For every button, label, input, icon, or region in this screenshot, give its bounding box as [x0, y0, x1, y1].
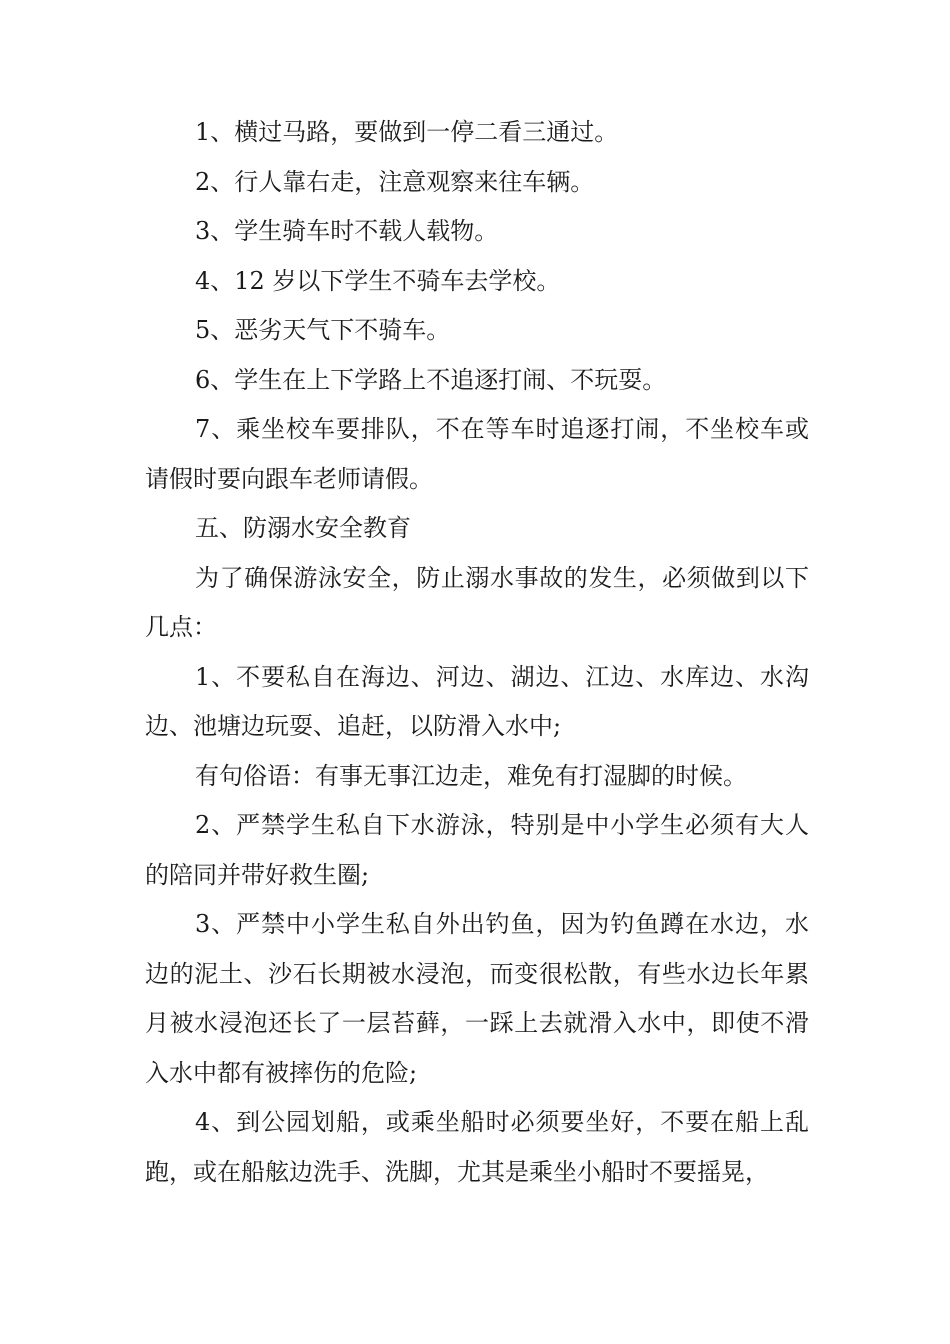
paragraph-swimming-rule-3: 3、严禁中小学生私自外出钓鱼，因为钓鱼蹲在水边，水边的泥土、沙石长期被水浸泡，而变很松散，有些水边长年累月被水浸泡还长了一层苔藓，一踩上去就滑入水中，即使不滑入水中都有被摔伤的危险;	[145, 910, 809, 1087]
paragraph-traffic-rule-6: 6、学生在上下学路上不追逐打闹、不玩耍。	[195, 365, 667, 394]
paragraph-proverb: 有句俗语：有事无事江边走，难免有打湿脚的时候。	[195, 761, 747, 790]
paragraph-traffic-rule-7: 7、乘坐校车要排队，不在等车时追逐打闹，不坐校车或请假时要向跟车老师请假。	[145, 415, 809, 493]
paragraph-traffic-rule-1: 1、横过马路，要做到一停二看三通过。	[195, 118, 619, 146]
section-heading-drowning-prevention: 五、防溺水安全教育	[195, 514, 411, 542]
paragraph-swimming-rule-1: 1、不要私自在海边、河边、湖边、江边、水库边、水沟边、池塘边玩耍、追赶，以防滑入水中;	[145, 662, 809, 740]
document-body	[145, 108, 809, 1197]
paragraph-traffic-rule-2: 2、行人靠右走，注意观察来往车辆。	[195, 167, 595, 196]
paragraph-swimming-rule-2: 2、严禁学生私自下水游泳，特别是中小学生必须有大人的陪同并带好救生圈;	[145, 811, 809, 889]
paragraph-swimming-intro: 为了确保游泳安全，防止溺水事故的发生，必须做到以下几点：	[145, 563, 809, 641]
paragraph-traffic-rule-3: 3、学生骑车时不载人载物。	[195, 217, 499, 245]
paragraph-traffic-rule-5: 5、恶劣天气下不骑车。	[195, 316, 451, 344]
paragraph-traffic-rule-4: 4、12 岁以下学生不骑车去学校。	[195, 266, 561, 295]
paragraph-swimming-rule-4: 4、到公园划船，或乘坐船时必须要坐好，不要在船上乱跑，或在船舷边洗手、洗脚，尤其是乘坐小船时不要摇晃，	[145, 1108, 809, 1186]
